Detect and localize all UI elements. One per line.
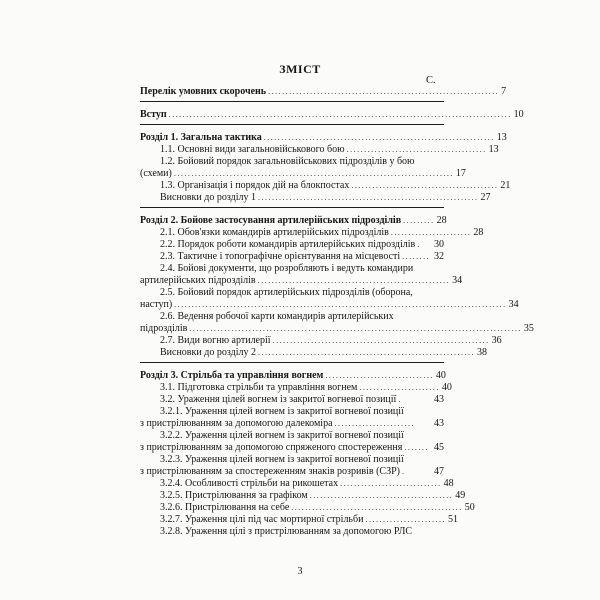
- toc-entry: Розділ 1. Загальна тактика .................................................................. 13: [140, 132, 507, 143]
- toc-entry: 2.5. Бойовий порядок артилерійських підрозділів (оборона,: [160, 287, 413, 298]
- toc-entry: Вступ .................................................................................................. 10: [140, 109, 524, 120]
- toc-entry: 1.1. Основні види загальновійськового бою ........................................ 13: [160, 144, 499, 155]
- toc-entry: з пристрілюванням за допомогою спряженого спостереження ....... 45: [140, 442, 444, 453]
- divider: [140, 101, 444, 102]
- toc-entry: Висновки до розділу 2 .............................................................. 38: [160, 347, 487, 358]
- toc-entry: 2.3. Тактичне і топографічне орієнтування на місцевості ........ 32: [160, 251, 444, 262]
- toc-entry: Розділ 2. Бойове застосування артилерійських підрозділів ......... 28: [140, 215, 447, 226]
- toc-entry: 3.2.3. Ураження цілей вогнем із закритої вогневої позиції: [160, 454, 404, 465]
- toc-entry: 2.4. Бойові документи, що розробляють і ведуть командири: [160, 263, 414, 274]
- toc-entry: 2.2. Порядок роботи командирів артилерійських підрозділів . 30: [160, 239, 444, 250]
- page-column-label: С.: [426, 75, 436, 86]
- toc-entry: 2.1. Обов'язки командирів артилерійських підрозділів ....................... 28: [160, 227, 484, 238]
- toc-entry: 3.2. Ураження цілей вогнем із закритої вогневої позиції . 43: [160, 394, 444, 405]
- toc-entry: 3.2.1. Ураження цілей вогнем із закритої вогневої позиції: [160, 406, 404, 417]
- toc-title: ЗМІСТ: [279, 62, 321, 76]
- toc-entry: 3.2.2. Ураження цілей вогнем із закритої вогневої позиції: [160, 430, 404, 441]
- toc-entry: 3.2.8. Ураження цілі з пристрілюванням за допомогою РЛС: [160, 526, 413, 537]
- divider: [140, 124, 444, 125]
- toc-entry: 3.2.6. Пристрілювання на себе ................................................. 50: [160, 502, 475, 513]
- page-number: 3: [297, 566, 303, 577]
- toc-entry: підрозділів ............................................................................................... 35: [140, 323, 534, 334]
- toc-entry: 1.3. Організація і порядок дій на блокпостах .......................................... 21: [160, 180, 511, 191]
- toc-entry: 1.2. Бойовий порядок загальновійськових підрозділів у бою: [160, 156, 415, 167]
- toc-entry: 3.2.4. Особливості стрільби на рикошетах ............................. 48: [160, 478, 454, 489]
- toc-entry: наступ) ............................................................................................... 34: [140, 299, 519, 310]
- toc-entry: з пристрілюванням за допомогою далекоміра ....................... 43: [140, 418, 444, 429]
- toc-entry: 3.2.7. Ураження цілі під час мортирної стрільби ....................... 51: [160, 514, 458, 525]
- toc-entry: з пристрілюванням за спостереженням знаків розривів (СЗР) . 47: [140, 466, 444, 477]
- toc-entry: 2.7. Види вогню артилерії .............................................................. 36: [160, 335, 502, 346]
- toc-entry: 2.6. Ведення робочої карти командирів артилерійських: [160, 311, 394, 322]
- toc-entry: Перелік умовних скорочень .................................................................. 7: [140, 86, 507, 97]
- toc-entry: артилерійських підрозділів ....................................................... 34: [140, 275, 463, 286]
- toc-entry: 3.1. Підготовка стрільби та управління вогнем ....................... 40: [160, 382, 452, 393]
- toc-entry: Розділ 3. Стрільба та управління вогнем ............................... 40: [140, 370, 446, 381]
- toc-entry: (схеми) ................................................................................ 17: [140, 168, 466, 179]
- toc-entry: 3.2.5. Пристрілювання за графіком ......................................... 49: [160, 490, 466, 501]
- divider: [140, 207, 444, 208]
- toc-entry: Висновки до розділу 1 ............................................................... 27: [160, 192, 491, 203]
- divider: [140, 362, 444, 363]
